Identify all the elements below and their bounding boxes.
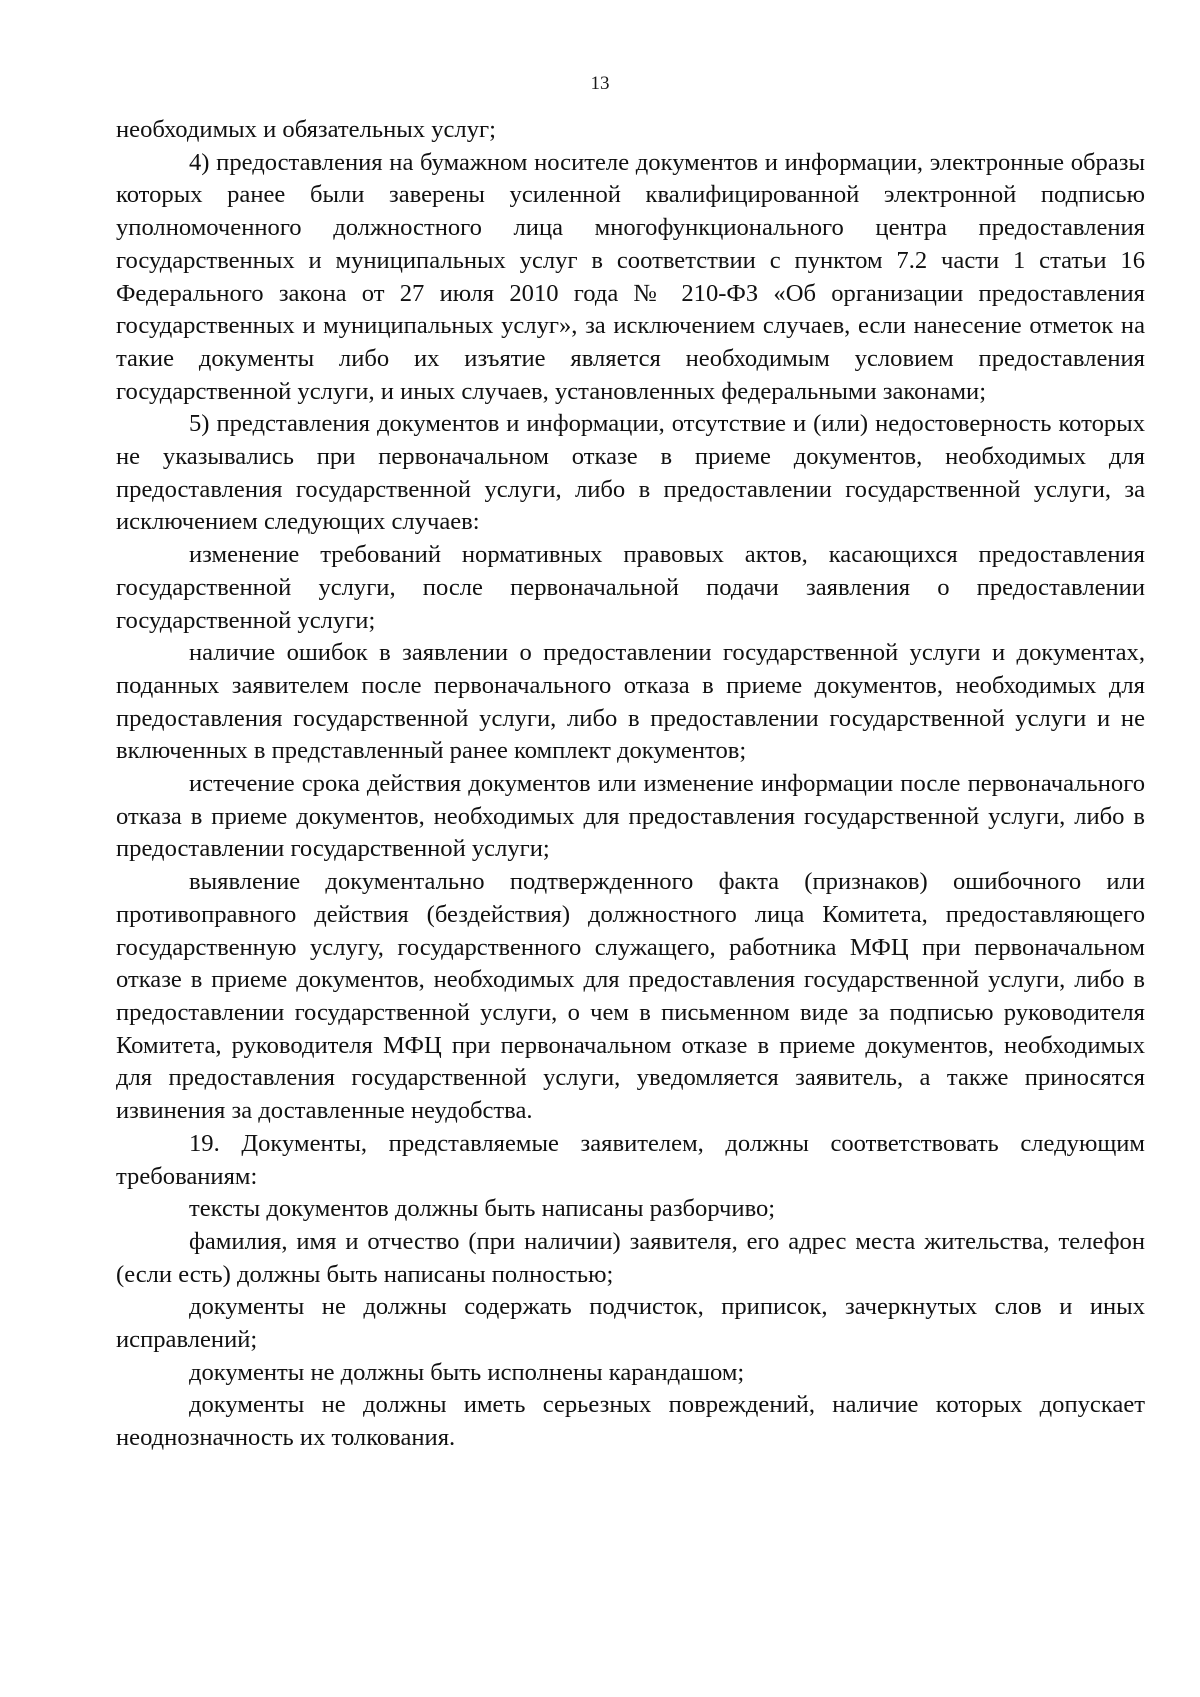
paragraph: выявление документально подтвержденного факта (признаков) ошибочного или противоправного действия (бездействия) должностного лица Комитета, предоставляющего государственную услугу, государственного служащего, работника МФЦ при первоначальном отказе в приеме документов, необходимых для предоставления государственной услуги, либо в предоставлении государственной услуги, о чем в письменном виде за подписью руководителя Комитета, руководителя МФЦ при первоначальном отказе в приеме документов, необходимых для предоставления государственной услуги, уведомляется заявитель, а также приносятся извинения за доставленные неудобства.	[116, 868, 1145, 1125]
paragraph: 5) представления документов и информации, отсутствие и (или) недостоверность которых не указывались при первоначальном отказе в приеме документов, необходимых для предоставления государственной услуги, либо в предоставлении государственной услуги, за исключением следующих случаев:	[116, 410, 1145, 536]
paragraph: 4) предоставления на бумажном носителе документов и информации, электронные образы которых ранее были заверены усиленной квалифицированной электронной подписью уполномоченного должностного лица многофункционального центра предоставления государственных и муниципальных услуг в соответствии с пунктом 7.2 части 1 статьи 16 Федерального закона от 27 июля 2010 года № 210-ФЗ «Об организации предоставления государственных и муниципальных услуг», за исключением случаев, если нанесение отметок на такие документы либо их изъятие является необходимым условием предоставления государственной услуги, и иных случаев, установленных федеральными законами;	[116, 148, 1145, 405]
paragraph: изменение требований нормативных правовых актов, касающихся предоставления государственной услуги, после первоначальной подачи заявления о предоставлении государственной услуги;	[116, 541, 1145, 634]
paragraph: документы не должны иметь серьезных повреждений, наличие которых допускает неоднозначность их толкования.	[116, 1391, 1145, 1452]
page-number: 13	[590, 73, 610, 94]
paragraph: необходимых и обязательных услуг;	[116, 116, 496, 143]
paragraph: документы не должны содержать подчисток, приписок, зачеркнутых слов и иных исправлений;	[116, 1293, 1145, 1354]
paragraph: документы не должны быть исполнены карандашом;	[189, 1358, 745, 1386]
document-body	[116, 114, 1145, 1455]
paragraph: наличие ошибок в заявлении о предоставлении государственной услуги и документах, поданных заявителем после первоначального отказа в приеме документов, необходимых для предоставления государственной услуги, либо в предоставлении государственной услуги и не включенных в представленный ранее комплект документов;	[116, 639, 1145, 765]
paragraph: тексты документов должны быть написаны разборчиво;	[189, 1195, 776, 1223]
paragraph: фамилия, имя и отчество (при наличии) заявителя, его адрес места жительства, телефон (если есть) должны быть написаны полностью;	[116, 1227, 1145, 1288]
paragraph: 19. Документы, представляемые заявителем, должны соответствовать следующим требованиям:	[116, 1129, 1145, 1190]
paragraph: истечение срока действия документов или изменение информации после первоначального отказа в приеме документов, необходимых для предоставления государственной услуги, либо в предоставлении государственной услуги;	[116, 770, 1145, 863]
